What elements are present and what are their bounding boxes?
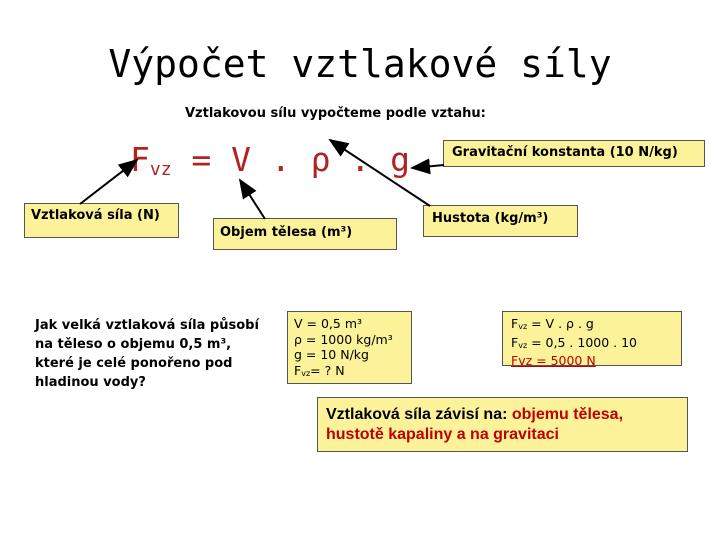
given-gravity: g = 10 N/kg [294, 347, 369, 362]
label-density: Hustota (kg/m³) [423, 205, 578, 237]
problem-line: hladinou vody? [35, 375, 146, 390]
given-density: ρ = 1000 kg/m³ [294, 331, 393, 347]
conclusion-highlight-2: hustotě kapaliny a na gravitaci [326, 426, 559, 443]
conclusion-box [317, 397, 688, 452]
arrow-gravity [412, 165, 444, 168]
slide-subtitle: Vztlakovou sílu vypočteme podle vztahu: [185, 106, 486, 121]
label-force: Vztlaková síla (N) [24, 203, 179, 238]
arrow-density [330, 140, 430, 206]
formula-f: F [130, 140, 150, 179]
solution-result: Fvz = 5000 N [511, 353, 596, 368]
arrow-volume [240, 180, 265, 219]
given-values-box [287, 311, 412, 384]
formula-rest: = V . ρ . g [171, 140, 410, 179]
problem-line: které je celé ponořeno pod [35, 356, 233, 371]
label-gravity: Gravitační konstanta (10 N/kg) [443, 140, 705, 167]
solution-substitution: $F_{vz} = 0,5$ . 1000 . 10 [511, 334, 637, 350]
given-volume: V = 0,5 m³ [294, 316, 363, 331]
problem-line: Jak velká vztlaková síla působí [35, 318, 259, 333]
problem-line: na těleso o objemu 0,5 m³, [35, 337, 232, 352]
conclusion-highlight-1: objemu tělesa, [511, 406, 624, 423]
arrow-force [80, 160, 137, 204]
label-volume: Objem tělesa (m³) [213, 218, 397, 250]
conclusion-text: Vztlaková síla závisí na: [326, 406, 512, 423]
problem-text [35, 316, 259, 392]
solution-formula: $F_{vz} = V$ . ρ . g [511, 316, 594, 331]
solution-box [502, 311, 682, 366]
slide-title: Výpočet vztlakové síly [108, 42, 612, 86]
given-unknown: $F_{vz}=$ ? N [294, 362, 345, 378]
formula-sub: vz [149, 159, 172, 180]
